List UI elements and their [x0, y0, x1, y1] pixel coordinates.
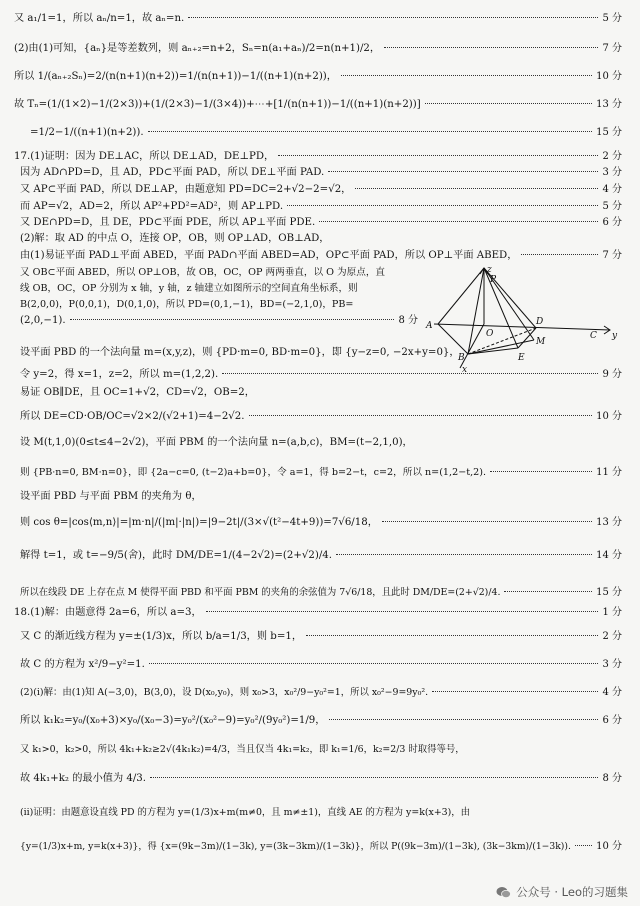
- solution-line: (ⅱ)证明：由题意设直线 PD 的方程为 y=(1/3)x+m(m≠0，且 m≠±1)，直线 AE 的方程为 y=k(x+3)，由: [20, 807, 471, 818]
- solution-line: 而 AP=√2，AD=2，所以 AP²+PD²=AD²，则 AP⊥PD. 5 分: [20, 201, 622, 212]
- y-axis: [434, 324, 610, 330]
- figure-label: M: [536, 337, 546, 347]
- figure-label: E: [518, 353, 525, 363]
- solution-line: 所以 k₁k₂=y₀/(x₀+3)×y₀/(x₀−3)=y₀²/(x₀²−9)=y₀²/(9y₀²)=1/9， 6 分: [20, 715, 622, 726]
- wechat-icon: [496, 886, 511, 899]
- solution-line: (2,0,−1). 8 分: [20, 315, 418, 326]
- figure-label: y: [612, 331, 618, 341]
- solution-line: 线 OB，OC，OP 分别为 x 轴，y 轴，z 轴建立如图所示的空间直角坐标系，则: [20, 283, 358, 294]
- solution-line: 又 C 的渐近线方程为 y=±(1/3)x，所以 b/a=1/3，则 b=1， 2 分: [20, 631, 622, 642]
- solution-line: 故 C 的方程为 x²/9−y²=1. 3 分: [20, 659, 622, 670]
- figure-label: z: [487, 265, 492, 275]
- solution-line: 又 AP⊂平面 PAD，所以 DE⊥AP，由题意知 PD=DC=2+√2−2=√2， 4 分: [20, 184, 622, 195]
- solution-line: 18.(1)解：由题意得 2a=6，所以 a=3， 1 分: [14, 607, 622, 618]
- edge-ed: [518, 328, 536, 348]
- solution-line: 又 a₁/1=1，所以 aₙ/n=1，故 aₙ=n. 5 分: [14, 13, 622, 24]
- edge-pa: [438, 268, 484, 324]
- watermark: [496, 884, 628, 900]
- solution-line: 所以在线段 DE 上存在点 M 使得平面 PBD 和平面 PBM 的夹角的余弦值为 7√6/18，且此时 DM/DE=(2+√2)/4. 15 分: [20, 587, 622, 598]
- solution-line: (2)由(1)可知，{aₙ}是等差数列，则 aₙ₊₂=n+2，Sₙ=n(a₁+aₙ)/2=n(n+1)/2， 7 分: [14, 43, 622, 54]
- solution-line: (2)(ⅰ)解：由(1)知 A(−3,0)，B(3,0)，设 D(x₀,y₀)，则 x₀>3，x₀²/9−y₀²=1，所以 x₀²−9=9y₀². 4 分: [20, 687, 622, 698]
- solution-line: 设平面 PBD 的一个法向量 m=(x,y,z)，则 {PD·m=0, BD·m=0}，即 {y−z=0, −2x+y=0}，: [20, 347, 460, 358]
- solution-line: 由(1)易证平面 PAD⊥平面 ABED，平面 PAD∩平面 ABED=AD，OP⊂平面 PAD，所以 OP⊥平面 ABED， 7 分: [20, 250, 622, 261]
- solution-line: 则 cos θ=|cos⟨m,n⟩|=|m·n|/(|m|·|n|)=|9−2t|/(3×√(t²−4t+9))=7√6/18， 13 分: [20, 517, 622, 528]
- solution-line: (2)解：取 AD 的中点 O，连接 OP，OB，则 OP⊥AD，OB⊥AD，: [20, 233, 330, 244]
- solution-line: 令 y=2，得 x=1，z=2，所以 m=(1,2,2). 9 分: [20, 369, 622, 380]
- figure-label: C: [590, 331, 597, 341]
- solution-line: 所以 1/(aₙ₊₂Sₙ)=2/(n(n+1)(n+2))=1/(n(n+1))−1/((n+1)(n+2))， 10 分: [14, 71, 622, 82]
- edge-pb: [468, 268, 484, 354]
- solution-line: 又 k₁>0，k₂>0，所以 4k₁+k₂≥2√(4k₁k₂)=4/3，当且仅当 4k₁=k₂，即 k₁=1/6，k₂=2/3 时取得等号，: [20, 744, 465, 755]
- solution-line: 设 M(t,1,0)(0≤t≤4−2√2)，平面 PBM 的一个法向量 n=(a,b,c)，BM=(t−2,1,0)，: [20, 437, 413, 448]
- solution-line: B(2,0,0)，P(0,0,1)，D(0,1,0)，所以 PD=(0,1,−1)，BD=(−2,1,0)，PB=: [20, 299, 354, 310]
- figure-label: x: [462, 365, 468, 374]
- figure-label: P: [490, 275, 497, 285]
- watermark-text: 公众号 · Leo的习题集: [516, 885, 628, 899]
- solution-line: 设平面 PBD 与平面 PBM 的夹角为 θ，: [20, 491, 202, 502]
- solution-line: 17.(1)证明：因为 DE⊥AC，所以 DE⊥AD，DE⊥PD， 2 分: [14, 151, 622, 162]
- solution-line: 解得 t=1，或 t=−9/5(舍)，此时 DM/DE=1/(4−2√2)=(2+√2)/4. 14 分: [20, 550, 622, 561]
- figure-label: O: [486, 329, 494, 339]
- solution-line: =1/2−1/((n+1)(n+2)). 15 分: [30, 127, 622, 138]
- solution-line: 所以 DE=CD·OB/OC=√2×2/(√2+1)=4−2√2. 10 分: [20, 411, 622, 422]
- solution-line: 故 Tₙ=(1/(1×2)−1/(2×3))+(1/(2×3)−1/(3×4))+⋯+[1/(n(n+1))−1/((n+1)(n+2))] 13 分: [14, 99, 622, 110]
- edge-bm: [468, 340, 534, 354]
- solution-line: 易证 OB∥DE，且 OC=1+√2，CD=√2，OB=2，: [20, 387, 255, 398]
- solution-line: 又 OB⊂平面 ABED，所以 OP⊥OB，故 OB，OC，OP 两两垂直，以 O 为原点，直: [20, 267, 386, 278]
- solution-line: 又 DE∩PD=D，且 DE，PD⊂平面 PDE，所以 AP⊥平面 PDE. 6 分: [20, 217, 622, 228]
- solution-line: 故 4k₁+k₂ 的最小值为 4/3. 8 分: [20, 773, 622, 784]
- figure-label: D: [536, 317, 544, 327]
- solution-line: 因为 AD∩PD=D，且 AD，PD⊂平面 PAD，所以 DE⊥平面 PAD. 3 分: [20, 167, 622, 178]
- figure-label: A: [426, 321, 433, 331]
- solution-line: 则 {PB·n=0, BM·n=0}，即 {2a−c=0, (t−2)a+b=0}，令 a=1，得 b=2−t，c=2，所以 n=(1,2−t,2). 11 分: [20, 467, 622, 478]
- figure-label: B: [458, 353, 465, 363]
- solution-line: {y=(1/3)x+m, y=k(x+3)}，得 {x=(9k−3m)/(1−3k), y=(3k−3km)/(1−3k)}，所以 P((9k−3m)/(1−3k), (3k−3km)/(1−3k)). 10 分: [20, 841, 622, 852]
